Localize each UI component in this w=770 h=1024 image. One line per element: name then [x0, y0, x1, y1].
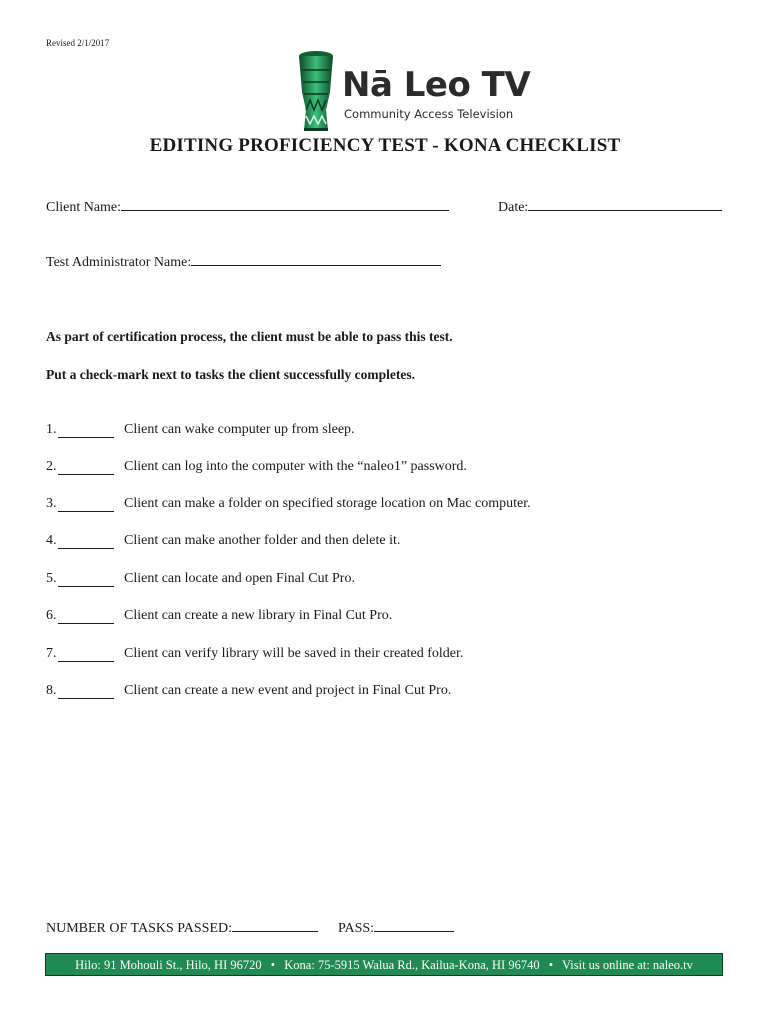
task-item [46, 646, 746, 666]
footer-hilo-address: Hilo: 91 Mohouli St., Hilo, HI 96720 [75, 958, 262, 972]
task-number: 1. [46, 422, 57, 437]
task-text: Client can create a new event and project in Final Cut Pro. [124, 683, 452, 698]
admin-name-field[interactable] [46, 251, 441, 271]
task-checkbox-line[interactable] [58, 571, 114, 587]
task-text: Client can wake computer up from sleep. [124, 422, 355, 437]
admin-name-label: Test Administrator Name: [46, 255, 192, 270]
task-checkbox-line[interactable] [58, 533, 114, 549]
client-name-line[interactable] [121, 196, 449, 211]
instruction-checkmark: Put a check-mark next to tasks the client successfully completes. [46, 367, 415, 382]
revised-date: Revised 2/1/2017 [46, 38, 110, 48]
tasks-passed-field[interactable] [46, 917, 318, 937]
footer-website-link[interactable]: Visit us online at: naleo.tv [562, 958, 693, 972]
task-checkbox-line[interactable] [58, 459, 114, 475]
task-number: 8. [46, 683, 57, 698]
footer-separator: • [270, 958, 276, 972]
task-item [46, 608, 746, 628]
footer-kona-address: Kona: 75-5915 Walua Rd., Kailua-Kona, HI 96740 [284, 958, 540, 972]
task-item [46, 422, 746, 442]
task-number: 2. [46, 459, 57, 474]
task-number: 4. [46, 533, 57, 548]
task-item [46, 571, 746, 591]
date-label: Date: [498, 200, 529, 215]
task-text: Client can create a new library in Final Cut Pro. [124, 608, 393, 623]
tasks-passed-line[interactable] [232, 917, 318, 932]
task-text: Client can verify library will be saved in their created folder. [124, 646, 464, 661]
task-number: 3. [46, 496, 57, 511]
client-name-field[interactable] [46, 196, 449, 216]
task-checkbox-line[interactable] [58, 608, 114, 624]
task-checkbox-line[interactable] [58, 683, 114, 699]
task-text: Client can make another folder and then delete it. [124, 533, 401, 548]
task-number: 5. [46, 571, 57, 586]
pass-field[interactable] [338, 917, 454, 937]
date-line[interactable] [528, 196, 722, 211]
instruction-certification: As part of certification process, the client must be able to pass this test. [46, 329, 453, 344]
pass-label: PASS: [338, 921, 375, 936]
footer-separator: • [548, 958, 554, 972]
admin-name-line[interactable] [191, 251, 441, 266]
tasks-passed-label: NUMBER OF TASKS PASSED: [46, 921, 232, 936]
page-title: EDITING PROFICIENCY TEST - KONA CHECKLIST [149, 135, 621, 156]
task-checkbox-line[interactable] [58, 496, 114, 512]
drum-icon [296, 50, 336, 132]
date-field[interactable] [498, 196, 722, 216]
task-item [46, 496, 746, 516]
naleo-logo [296, 50, 536, 132]
task-number: 6. [46, 608, 57, 623]
task-checkbox-line[interactable] [58, 422, 114, 438]
footer-address-bar [45, 953, 723, 976]
pass-line[interactable] [374, 917, 454, 932]
task-text: Client can make a folder on specified storage location on Mac computer. [124, 496, 531, 511]
task-checkbox-line[interactable] [58, 646, 114, 662]
task-text: Client can locate and open Final Cut Pro. [124, 571, 355, 586]
task-text: Client can log into the computer with the “naleo1” password. [124, 459, 467, 474]
task-item [46, 459, 746, 479]
logo-brand-name: Nā Leo TV [342, 65, 531, 105]
task-item [46, 683, 746, 703]
logo-tagline: Community Access Television [344, 107, 514, 121]
client-name-label: Client Name: [46, 200, 122, 215]
task-item [46, 533, 746, 553]
task-number: 7. [46, 646, 57, 661]
